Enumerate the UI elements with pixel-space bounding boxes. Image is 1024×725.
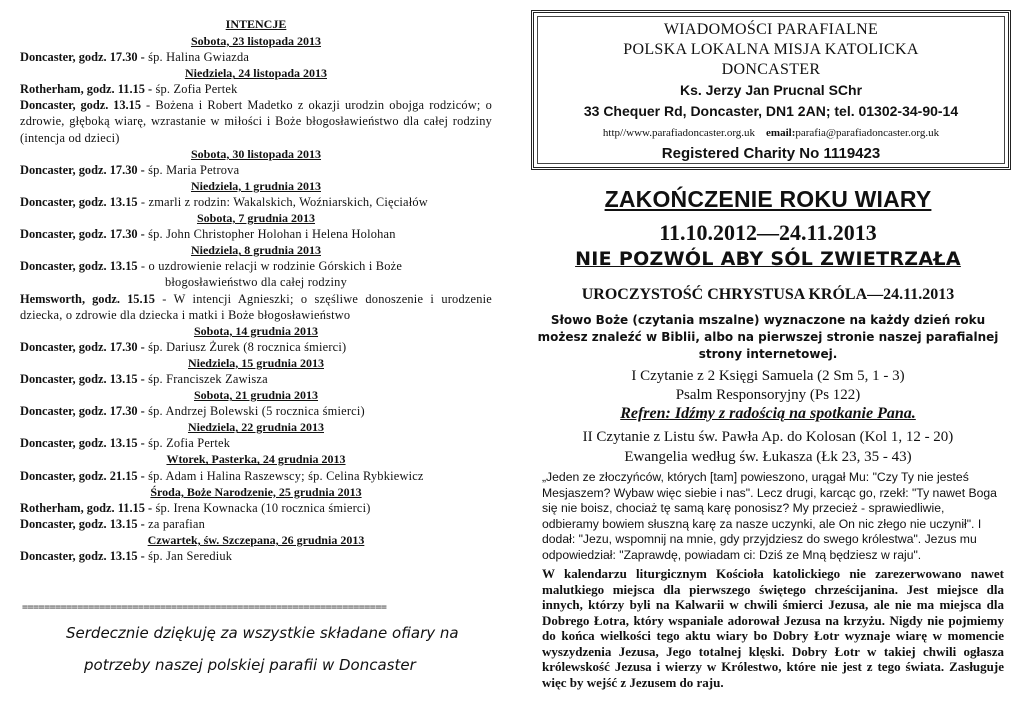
intention-entry [20,97,492,145]
masthead-contact [538,127,1004,139]
slogan: NIE POZWÓL ABY SÓL ZWIETRZAŁA [575,248,961,270]
intention-text: za parafian [144,516,206,531]
intention-text: śp. Adam i Halina Raszewscy; śp. Celina Rybkiewicz [144,468,424,483]
masthead-inner [537,16,1005,164]
thanks-line-2: potrzeby naszej polskiej parafii w Doncaster [84,656,416,674]
date-header: Sobota, 7 grudnia 2013 [196,211,316,226]
second-reading: II Czytanie z Listu św. Pawła Ap. do Kolosan (Kol 1, 12 - 20) [582,429,954,445]
year-dates: 11.10.2012—24.11.2013 [659,220,877,245]
date-header: Środa, Boże Narodzenie, 25 grudnia 2013 [150,484,362,499]
date-header: Czwartek, św. Szczepana, 26 grudnia 2013 [147,532,365,547]
intention-entry [20,435,492,451]
news-column [512,0,1024,725]
intention-text: - Bożena i Robert Madetko z okazji urodzin obojga rodziców; o zdrowie, głęboką wiarę, wzrastanie w miłości i Boże błogosławieństwo dla całej rodziny (intencja od dzieci) [20,98,492,145]
email-label: email: [766,127,796,139]
intention-entry [20,226,492,242]
masthead-charity: Registered Charity No 1119423 [661,145,881,162]
gospel-text: „Jeden ze złoczyńców, których [tam] powieszono, urągał Mu: "Czy Ty nie jesteś Mesjaszem? Wybaw więc siebie i nas". Lecz drugi, karcąc go, rzekł: "Ty nawet Boga się nie boisz, chociaż tę samą karę ponosisz? My przecież - sprawiedliwie, odbieramy bowiem słuszną karę za nasze uczynki, ale On nic złego nie uczynił". I dodał: "Jezu, wspomnij na mnie, gdy przyjdziesz do swego królestwa". Jezus mu odpowiedział: "Zaprawdę, powiadam ci: Dziś ze Mną będziesz w raju". [542,470,997,562]
date-header: Niedziela, 15 grudnia 2013 [187,355,324,370]
intention-entry [20,291,492,323]
intention-entry [20,81,492,97]
intention-entry [20,516,492,532]
intention-entry [20,49,492,65]
intention-text: śp. Dariusz Żurek (8 rocznica śmierci) [144,339,347,354]
mass-time: Doncaster, godz. 17.30 - [20,404,145,419]
mass-time: Doncaster, godz. 13.15 - [20,436,145,451]
intention-text: śp. Irena Kownacka (10 rocznica śmierci) [152,500,371,515]
intention-text: śp. Franciszek Zawisza [144,371,268,386]
intention-entry [20,258,492,274]
mass-time: Doncaster, godz. 13.15 [20,259,138,274]
masthead-title: WIADOMOŚCI PARAFIALNE [663,21,879,38]
intention-text: - zmarli z rodzin: Wakalskich, Woźniarskich, Cięciałów [137,194,428,209]
masthead-priest: Ks. Jerzy Jan Prucnal SChr [679,82,863,98]
date-header: Niedziela, 8 grudnia 2013 [190,243,321,258]
masthead-mission: POLSKA LOKALNA MISJA KATOLICKA [623,41,919,58]
intention-entry [20,500,492,516]
intention-entry [20,548,492,564]
gospel-reference: Ewangelia według św. Łukasza (Łk 23, 35 - 43) [624,449,912,465]
mass-time: Doncaster, godz. 17.30 - [20,162,145,177]
feast-title: UROCZYSTOŚĆ CHRYSTUSA KRÓLA—24.11.2013 [581,286,955,303]
masthead-city: DONCASTER [721,61,821,78]
date-header: Sobota, 21 grudnia 2013 [193,388,319,403]
intentions-title: INTENCJE [225,17,287,31]
intention-entry [20,371,492,387]
date-header: Sobota, 14 grudnia 2013 [193,323,319,338]
date-header: Sobota, 23 listopada 2013 [190,34,322,48]
email-link[interactable]: parafia@parafiadoncaster.org.uk [795,127,940,139]
masthead-address: 33 Chequer Rd, Doncaster, DN1 2AN; tel. 01302-34-90-14 [583,103,959,119]
intention-entry [20,162,492,178]
masthead-box [531,10,1011,170]
psalm: Psalm Responsoryjny (Ps 122) [675,387,861,403]
mass-time: Rotherham, godz. 11.15 - [20,82,153,97]
intention-text: - o uzdrowienie relacji w rodzinie Górskich i Boże [137,259,403,274]
intention-text: śp. John Christopher Holohan i Helena Holohan [144,227,396,242]
mass-time: Doncaster, godz. 17.30 - [20,339,145,354]
mass-time: Doncaster, godz. 17.30 - [20,50,145,65]
commentary-text: W kalendarzu liturgicznym Kościoła katolickiego nie zarezerwowano nawet malutkiego miejsca dla pierwszego świętego chrześcijanina. Jest miejsce dla innych, którzy byli na Kalwarii w chwili śmierci Jezusa, ale nie ma miejsca dla Dobrego Łotra, który wspaniale adorował Jezusa na krzyżu. Nigdy nie pojmiemy do końca wielkości tego aktu wiary bo Dobry Łotr wyznaje wiarę w momencie wyszydzenia Jezusa, Jego totalnej klęski. Dobry Łotr w takiej chwili ogłasza królewskość Jezusa i wierzy w Królestwo, które nie jest z tego świata. Zasługuje więc by wejść z Jezusem do raju. [542,566,1004,690]
intention-entry [20,274,492,290]
first-reading: I Czytanie z 2 Księgi Samuela (2 Sm 5, 1 - 3) [631,368,905,384]
intention-entry [20,194,492,210]
mass-time: Hemsworth, godz. 15.15 [20,291,155,306]
intention-text: śp. Halina Gwiazda [144,50,250,65]
intention-text: błogosławieństwo dla całej rodziny [165,275,347,290]
mass-time: Doncaster, godz. 21.15 - [20,468,145,483]
word-of-god-note: Słowo Boże (czytania mszalne) wyznaczone na każdy dzień roku możesz znaleźć w Biblii, albo na pierwszej stronie naszej parafialnej strony internetowej. [537,313,999,361]
date-header: Niedziela, 1 grudnia 2013 [190,178,321,193]
intention-text: śp. Jan Serediuk [144,549,233,563]
intention-text: śp. Maria Petrova [144,162,240,177]
intention-text: śp. Zofia Pertek [144,436,231,451]
date-header: Niedziela, 24 listopada 2013 [184,66,327,81]
divider-line: ================================================================== [22,602,387,613]
mass-time: Doncaster, godz. 13.15 [20,98,142,113]
mass-time: Doncaster, godz. 13.15 - [20,371,145,386]
mass-time: Rotherham, godz. 11.15 - [20,500,153,515]
intention-text: śp. Andrzej Bolewski (5 rocznica śmierci) [144,404,365,419]
date-header: Wtorek, Pasterka, 24 grudnia 2013 [166,452,346,467]
date-header: Sobota, 30 listopada 2013 [190,146,322,161]
mass-time: Doncaster, godz. 13.15 - [20,549,145,563]
intention-entry [20,468,492,484]
website-link[interactable]: http//www.parafiadoncaster.org.uk [602,127,756,139]
intention-text: - W intencji Agnieszki; o szęśliwe donoszenie i urodzenie dziecka, o zdrowie dla dziecka i matki i Boże błogosławieństwo [20,291,492,322]
mass-time: Doncaster, godz. 13.15 [20,194,138,209]
date-header: Niedziela, 22 grudnia 2013 [187,420,324,435]
thanks-line-1: Serdecznie dziękuję za wszystkie składane ofiary na [66,624,459,642]
mass-time: Doncaster, godz. 13.15 - [20,516,145,531]
refrain: Refren: Idźmy z radością na spotkanie Pana. [620,405,916,422]
page-title: ZAKOŃCZENIE ROKU WIARY [604,186,932,212]
intention-text: śp. Zofia Pertek [152,82,238,97]
intentions-list [20,33,492,564]
intention-entry [20,403,492,419]
mass-time: Doncaster, godz. 17.30 - [20,227,145,242]
intention-entry [20,339,492,355]
